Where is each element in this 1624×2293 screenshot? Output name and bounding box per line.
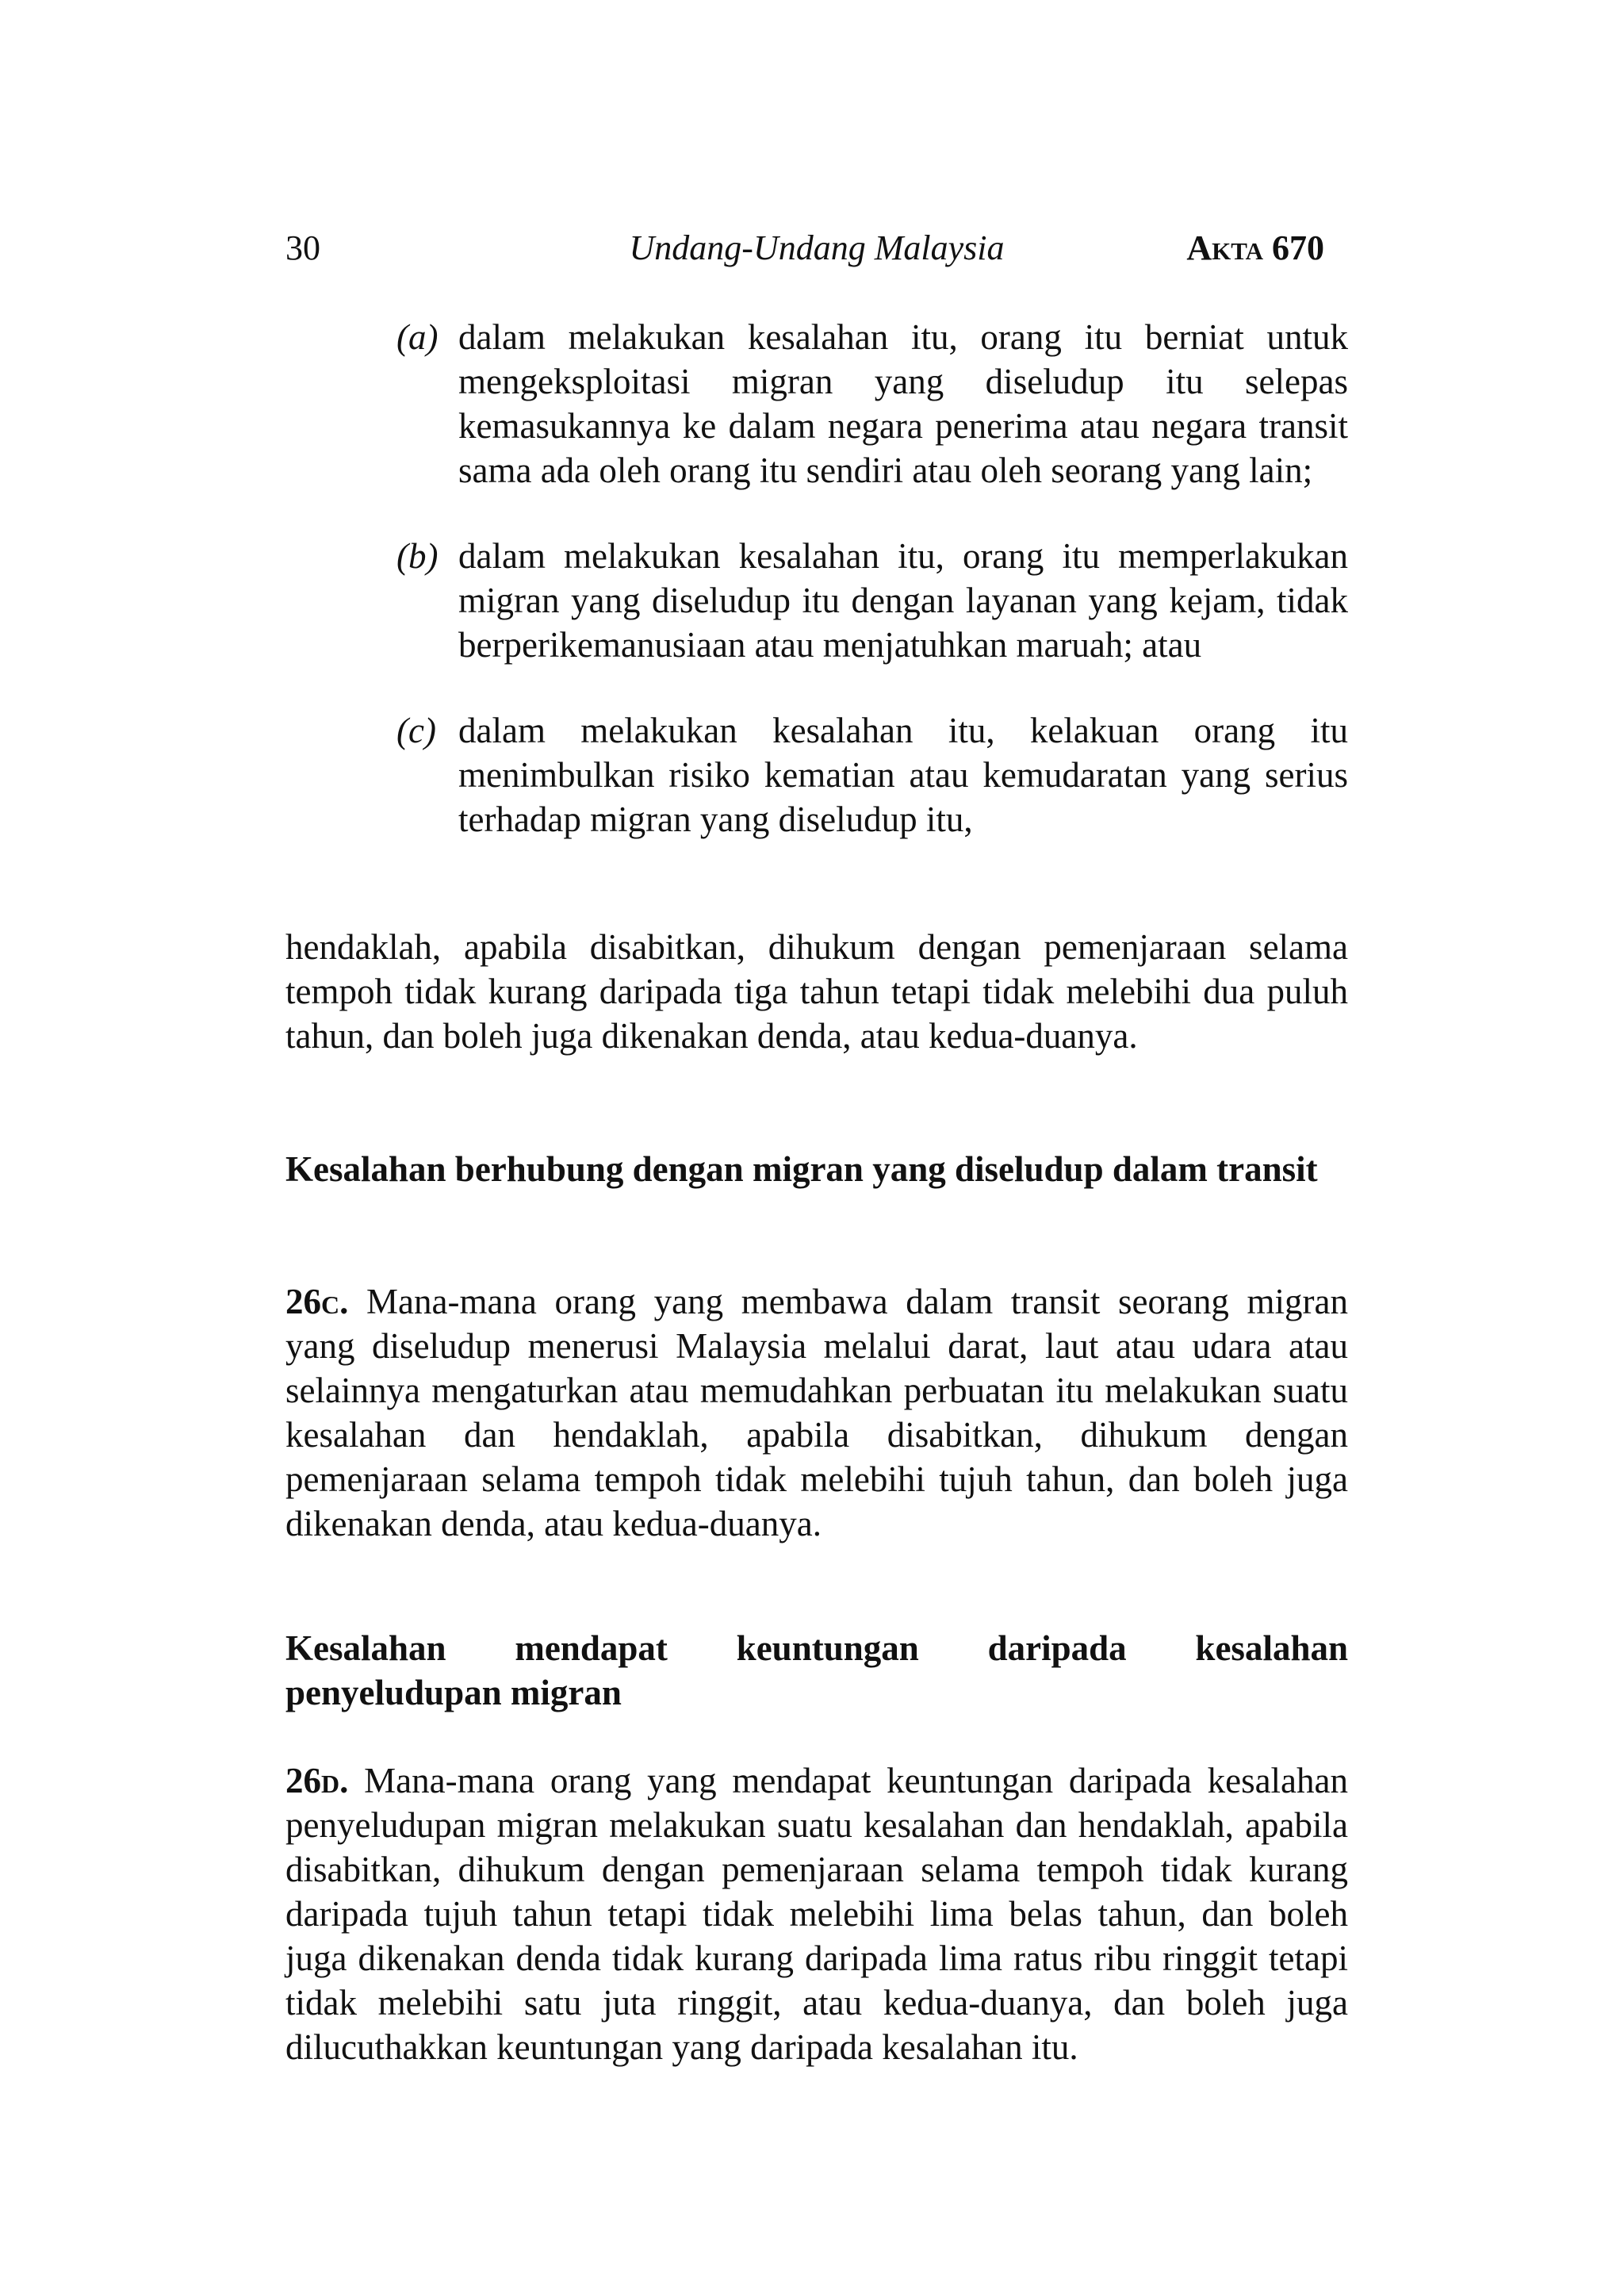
page-header [285,224,1348,272]
section-text: Mana-mana orang yang membawa dalam transit seorang migran yang diseludup menerusi Malaysia melalui darat, laut atau udara atau selainnya mengaturkan atau memudahkan perbuatan itu melakukan suatu kesalahan dan hendaklah, apabila disabitkan, dihukum dengan pemenjaraan selama tempoh tidak melebihi tujuh tahun, dan boleh juga dikenakan denda, atau kedua-duanya. [285,1282,1348,1543]
item-label: (c) [396,711,436,750]
paragraph-list [285,315,1348,883]
section-26c [285,1279,1348,1546]
section-text: Mana-mana orang yang mendapat keuntungan daripada kesalahan penyeludupan migran melakukan suatu kesalahan dan hendaklah, apabila disabitkan, dihukum dengan pemenjaraan selama tempoh tidak kurang daripada tujuh tahun tetapi tidak melebihi lima belas tahun, dan boleh juga dikenakan denda tidak kurang daripada lima ratus ribu ringgit tetapi tidak melebihi satu juta ringgit, atau kedua-duanya, dan boleh juga dilucuthakkan keuntungan yang daripada kesalahan itu. [285,1761,1349,2067]
item-label: (b) [396,536,439,576]
list-item [285,315,1348,493]
item-text: dalam melakukan kesalahan itu, orang itu berniat untuk mengeksploitasi migran yang diseludup itu selepas kemasukannya ke dalam negara penerima atau negara transit sama ada oleh orang itu sendiri atau oleh seorang yang lain; [458,317,1348,490]
act-number: Akta 670 [1186,228,1324,267]
list-item [285,708,1348,842]
section-number-letter: d. [321,1761,349,1800]
section-26d [285,1758,1348,2069]
heading-line: Kesalahan mendapat keuntungan daripada kesalahan [285,1628,1348,1668]
heading-line: penyeludupan migran [285,1673,622,1712]
item-text: dalam melakukan kesalahan itu, kelakuan orang itu menimbulkan risiko kematian atau kemudaratan yang serius terhadap migran yang diseludup itu, [458,711,1348,839]
page-number: 30 [285,228,320,267]
document-page [285,0,1348,2293]
item-label: (a) [396,317,439,357]
section-heading-26d [285,1626,1348,1715]
section-number [285,1761,348,1800]
section-number [285,1282,348,1321]
section-heading-26c: Kesalahan berhubung dengan migran yang diseludup dalam transit [285,1149,1318,1189]
section-number-main: 26 [285,1282,321,1321]
section-number-main: 26 [285,1761,321,1800]
closing-paragraph: hendaklah, apabila disabitkan, dihukum dengan pemenjaraan selama tempoh tidak kurang daripada tiga tahun tetapi tidak melebihi dua puluh tahun, dan boleh juga dikenakan denda, atau kedua-duanya. [285,927,1348,1056]
item-text: dalam melakukan kesalahan itu, orang itu memperlakukan migran yang diseludup itu dengan layanan yang kejam, tidak berperikemanusiaan atau menjatuhkan maruah; atau [458,536,1348,665]
list-item [285,534,1348,667]
section-number-letter: c. [321,1282,349,1321]
running-title: Undang-Undang Malaysia [629,228,1005,267]
